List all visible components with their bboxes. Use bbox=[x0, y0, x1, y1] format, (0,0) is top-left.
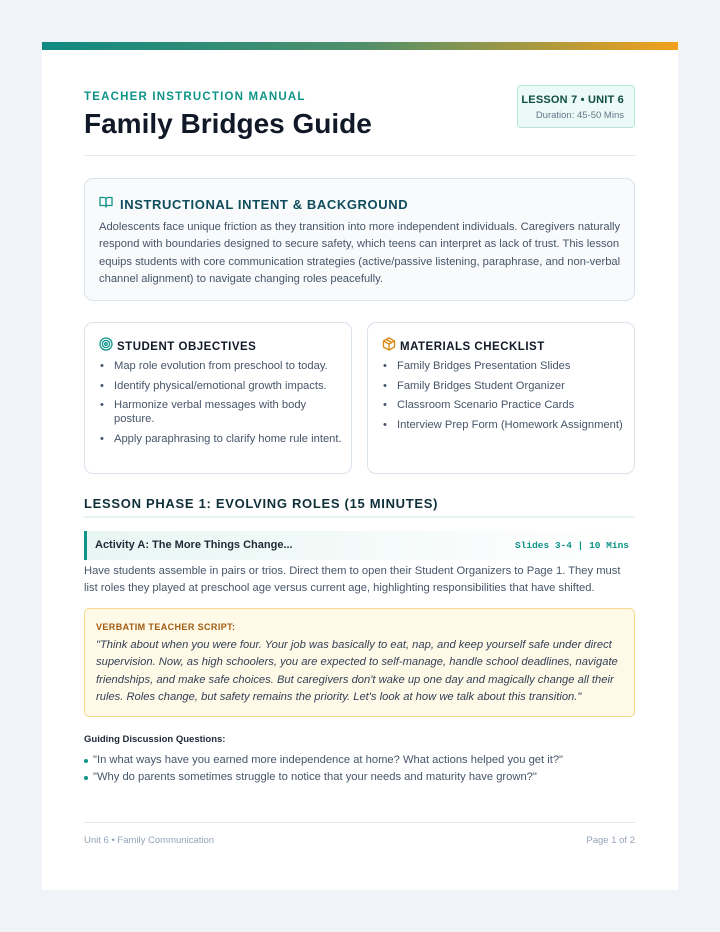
objective-item: • Harmonize verbal messages with body posture. bbox=[99, 398, 343, 426]
lesson-badge bbox=[517, 85, 635, 128]
objectives-list bbox=[99, 359, 343, 451]
header-divider bbox=[84, 155, 635, 156]
phase-heading: LESSON PHASE 1: EVOLVING ROLES (15 MINUTES) bbox=[84, 496, 439, 511]
phase-divider bbox=[84, 516, 635, 518]
materials-checklist-card bbox=[367, 322, 635, 474]
page-title: Family Bridges Guide bbox=[84, 108, 372, 139]
manual-page bbox=[42, 42, 678, 890]
material-item: • Interview Prep Form (Homework Assignment) bbox=[382, 418, 626, 432]
target-icon bbox=[99, 337, 113, 356]
activity-meta: Slides 3-4 | 10 Mins bbox=[514, 540, 629, 551]
material-item: • Family Bridges Presentation Slides bbox=[382, 359, 626, 373]
book-open-icon bbox=[99, 195, 113, 213]
discussion-question: "Why do parents sometimes struggle to notice that your needs and maturity have grown?" bbox=[84, 769, 635, 786]
package-icon bbox=[382, 337, 396, 356]
teacher-script-box bbox=[84, 608, 635, 717]
footer-divider bbox=[84, 822, 635, 823]
script-text: "Think about when you were four. Your job was basically to eat, nap, and keep yourself safe under direct supervision. Now, as high schoolers, you are expected to self-manage, handle school deadlines, navigate friendships, and make safe choices. But caregivers don't wake up one day and magically change all their rules. Roles change, but safety remains the priority. Let's look at how we talk about this transition." bbox=[96, 639, 618, 703]
intent-body-text: Adolescents face unique friction as they transition into more independent individuals. Caregivers naturally respond with boundaries designed to secure safety, which teens can interpret as lack of trust. This lesson equips students with core communication strategies (active/passive listening, paraphrase, and non-verbal channel alignment) to navigate changing roles peacefully. bbox=[99, 221, 621, 285]
objectives-heading: STUDENT OBJECTIVES bbox=[117, 340, 257, 353]
objective-item: • Identify physical/emotional growth impacts. bbox=[99, 379, 343, 393]
activity-instructions: Have students assemble in pairs or trios. Direct them to open their Student Organizers to Page 1. They must list roles they played at preschool age versus current age, highlighting responsibilities that have shifted. bbox=[84, 565, 621, 595]
materials-header bbox=[382, 337, 545, 356]
objective-item: • Apply paraphrasing to clarify home rule intent. bbox=[99, 432, 343, 446]
intent-header bbox=[99, 195, 408, 213]
materials-heading: MATERIALS CHECKLIST bbox=[400, 340, 545, 353]
discussion-questions-list bbox=[84, 752, 635, 787]
activity-name: Activity A: The More Things Change... bbox=[95, 539, 293, 551]
student-objectives-card bbox=[84, 322, 352, 474]
lesson-number: LESSON 7 • UNIT 6 bbox=[521, 94, 624, 106]
footer-page-number: Page 1 of 2 bbox=[586, 835, 635, 846]
script-label: VERBATIM TEACHER SCRIPT: bbox=[96, 622, 236, 632]
intent-heading: INSTRUCTIONAL INTENT & BACKGROUND bbox=[120, 196, 409, 212]
discussion-question: "In what ways have you earned more independence at home? What actions helped you get it?" bbox=[84, 752, 635, 769]
footer-unit: Unit 6 • Family Communication bbox=[84, 835, 215, 846]
objectives-header bbox=[99, 337, 256, 356]
materials-list bbox=[382, 359, 626, 437]
material-item: • Classroom Scenario Practice Cards bbox=[382, 398, 626, 412]
objective-item: • Map role evolution from preschool to today. bbox=[99, 359, 343, 373]
manual-eyebrow: TEACHER INSTRUCTION MANUAL bbox=[84, 91, 306, 103]
activity-banner bbox=[84, 531, 635, 560]
lesson-duration: Duration: 45-50 Mins bbox=[535, 110, 624, 121]
instructional-intent-panel bbox=[84, 178, 635, 301]
material-item: • Family Bridges Student Organizer bbox=[382, 379, 626, 393]
discussion-questions-title: Guiding Discussion Questions: bbox=[84, 734, 226, 745]
accent-gradient-bar bbox=[42, 42, 678, 50]
